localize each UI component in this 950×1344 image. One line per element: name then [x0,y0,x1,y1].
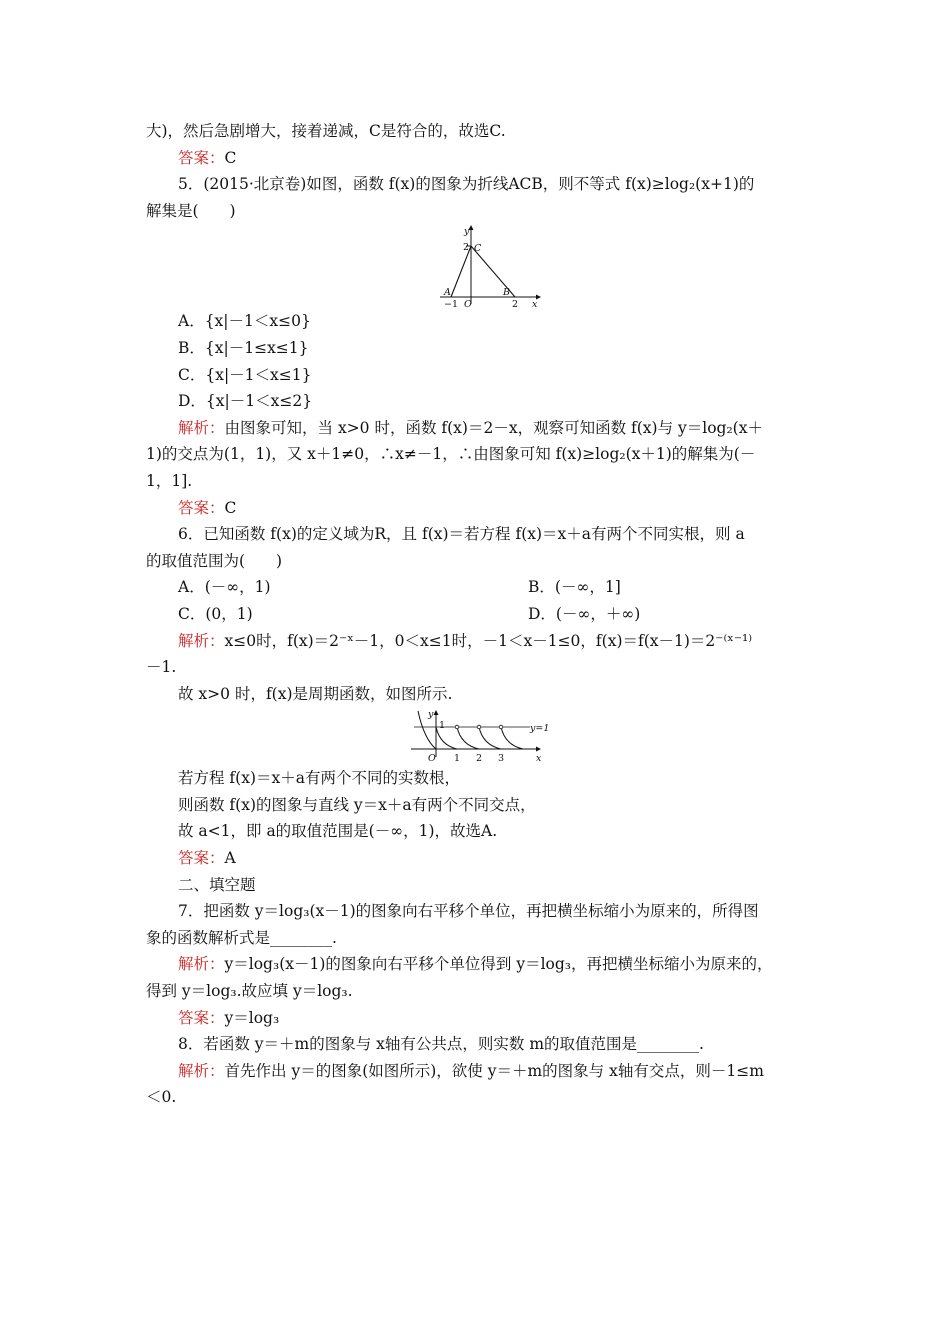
fig2-y-label: y [428,709,434,721]
document-page [146,118,816,1111]
option-a: A．(－∞，1) [178,578,271,597]
option-c: C．(0，1) [178,604,253,623]
option-b: B．(－∞，1] [528,578,621,597]
text-line: 大)，然后急剧增大，接着递减，C是符合的，故选C. [146,122,506,140]
options-row [146,601,816,628]
fig2-tick-1: 1 [454,753,461,765]
option-b: B．{x|－1≤x≤1} [178,338,309,357]
analysis-7-cont: 得到 y＝log₃.故应填 y＝log₃. [146,982,353,1001]
section-heading: 二、填空题 [178,875,256,894]
answer-value: C [224,498,237,517]
fig1-tick-2y: 2 [463,242,470,254]
analysis-label: 解析： [178,1061,225,1080]
fig1-y-label: y [464,226,470,238]
analysis-6-cont: 故 a<1，即 a的取值范围是(－∞，1)，故选A. [178,822,498,841]
fig1-origin: O [464,299,472,309]
analysis-6-cont: 则函数 f(x)的图象与直线 y＝x＋a有两个不同交点， [178,795,536,814]
fig2-tick-3: 3 [498,753,505,765]
answer-label: 答案： [178,849,225,868]
answer-line [146,495,816,522]
fig2-x-label: x [536,753,542,765]
answer-value: y＝log₃ [224,1008,280,1027]
fig1-point-c: C [474,243,482,255]
fig2-tick-2: 2 [476,753,483,765]
fig2-line-label: y=1 [530,723,550,735]
analysis-label: 解析： [178,955,225,974]
analysis-text: y＝log₃(x－1)的图象向右平移个单位得到 y＝log₃，再把横坐标缩小为原来的， [224,955,773,974]
option-d: D．(－∞，＋∞) [528,604,641,623]
question-7: 7．把函数 y＝log₃(x－1)的图象向右平移个单位，再把横坐标缩小为原来的，所得图 [178,902,759,921]
analysis-6-cont: 若方程 f(x)＝x＋a有两个不同的实数根， [178,769,460,788]
analysis-8-cont: ＜0. [146,1088,177,1107]
fig1-tick-neg1: −1 [444,299,459,309]
answer-value: C [224,148,237,167]
answer-label: 答案： [178,1008,225,1027]
polyline-graph [146,224,816,308]
answer-label: 答案： [178,498,225,517]
question-8: 8．若函数 y＝＋m的图象与 x轴有公共点，则实数 m的取值范围是________. [178,1035,704,1054]
answer-line [146,145,816,172]
analysis-5-cont: 1)的交点为(1，1)，又 x＋1≠0，∴x≠－1，∴由图象可知 f(x)≥log₂(x＋1)的解集为(－ [146,445,756,464]
analysis-8 [146,1058,816,1085]
question-6: 6．已知函数 f(x)的定义域为R，且 f(x)＝若方程 f(x)＝x＋a有两个不同实根，则 a [178,525,745,544]
analysis-5-cont: 1，1]. [146,471,193,490]
analysis-7 [146,951,816,978]
answer-line [146,1005,816,1032]
options-row [146,574,816,601]
fig1-x-label: x [532,299,538,309]
answer-value: A [224,849,236,868]
option-a: A．{x|－1＜x≤0} [178,312,311,331]
fig1-point-b: B [503,287,510,299]
analysis-text: 首先作出 y＝的图象(如图所示)，欲使 y＝＋m的图象与 x轴有交点，则－1≤m [224,1061,764,1080]
periodic-graph [146,707,816,765]
analysis-6-cont: 故 x>0 时，f(x)是周期函数，如图所示. [178,684,453,703]
analysis-6-cont: －1. [146,658,177,677]
fig2-origin: O [428,753,436,765]
option-d: D．{x|－1＜x≤2} [178,392,313,411]
answer-label: 答案： [178,148,225,167]
analysis-label: 解析： [178,418,225,437]
answer-line [146,845,816,872]
option-c: C．{x|－1＜x≤1} [178,365,312,384]
fig2-tick-1y: 1 [439,720,446,732]
analysis-label: 解析： [178,631,225,650]
fig1-point-a: A [444,287,451,299]
analysis-5 [146,415,816,442]
figure-polyline-acb [146,224,816,308]
question-5: 5．(2015·北京卷)如图，函数 f(x)的图象为折线ACB，则不等式 f(x)≥log₂(x+1)的 [178,175,755,194]
analysis-6 [146,628,816,655]
question-5-cont: 解集是( ) [146,201,236,220]
analysis-text: 由图象可知，当 x>0 时，函数 f(x)＝2－x，观察可知函数 f(x)与 y＝log₂(x＋ [224,418,763,437]
analysis-text: x≤0时，f(x)＝2⁻ˣ－1，0＜x≤1时，－1＜x－1≤0，f(x)＝f(x－1)＝2⁻⁽ˣ⁻¹⁾ [224,631,753,650]
figure-periodic-function [146,707,816,765]
question-7-cont: 象的函数解析式是________. [146,928,337,947]
fig1-tick-2x: 2 [512,299,519,309]
question-6-cont: 的取值范围为( ) [146,551,283,570]
